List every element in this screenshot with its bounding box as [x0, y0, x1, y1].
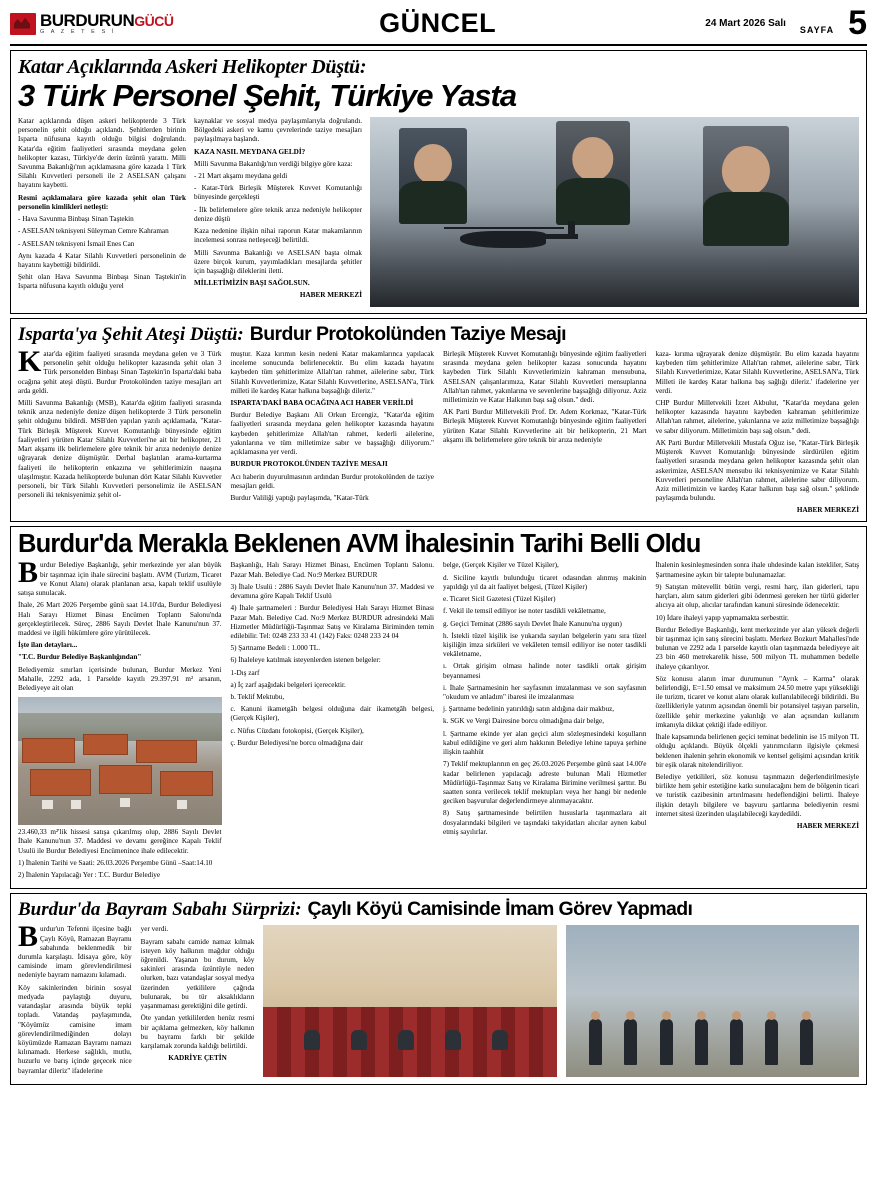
paragraph: j. Şartname bedelinin yatırıldığı satın aldığına dair makbuz,: [443, 705, 615, 714]
village-group-photo: [566, 925, 859, 1077]
paragraph: Milli Savunma Bakanlığı'nın verdiği bilgiye göre kaza:: [194, 159, 353, 168]
paragraph: 4) İhale şartnameleri : Burdur Belediyesi Halı Sarayı Hizmet Binası Pazar Mah. Belediye Cad. No:9 Merkez BURDUR adresindeki Mali Hizmetler Müdürlüğü-Taşınmaz Satış ve Kiralama Biriminden temin edilebilir. Tel: 0248 233 33 41 (142) Faks: 0248 233 24 04: [230, 604, 434, 640]
paragraph: İhale, 26 Mart 2026 Perşembe günü saat 14.10'da, Burdur Belediyesi Halı Sarayı Hizmet Binası Encümen Toplantı Salonu'nda gerçekleştirilecek. Süreç, 2886 Sayılı Devlet İhale Kanunu'nun 37. maddesi ve ilgili hükümlere göre yürütülecek.: [18, 601, 222, 637]
article3-column-1: [18, 556, 222, 883]
paragraph: ç. Burdur Belediyesi'ne borcu olmadığına dair: [230, 738, 364, 747]
paragraph: AK Parti Burdur Milletvekili Prof. Dr. Adem Korkmaz, "Katar-Türk Birleşik Müşterek Kuvvet Komutanlığı bünyesinde eğitim faaliyetleri yürüten Katar Silahlı Kuvvetlerine ait bir helikopterin, 21 Mart akşamı ilk belirlemelere göre teknik bir arıza nedeniyle: [443, 408, 647, 444]
portrait-3: [703, 126, 789, 246]
article2-column-3: [443, 350, 647, 516]
logo-text: [40, 12, 173, 36]
city-photo: [18, 697, 222, 825]
article-mosque: [10, 893, 867, 1085]
fuselage: [460, 231, 546, 248]
paragraph: i. İhale Şartnamesinin her sayfasının imzalanması ve son sayfasının "okudum ve anladım" ibaresi ile imzalanması: [443, 683, 647, 702]
paragraph: İhale kapsamında belirlenen geçici teminat bedelinin ise 15 milyon TL olduğu açıklandı. Büyük ölçekli yatırımcıların ilgisiyle çekmesi beklenen ihalenin şehrin ekonomik ve kentsel gelişimi açısından kritik bir eşik olarak nitelendiriliyor.: [655, 733, 859, 769]
paragraph: Milli Savunma Bakanlığı (MSB), Katar'da eğitim faaliyeti sırasında teknik arıza nedeniyle denize düşen helikopterde 3 Türk personelin şehit olduğunu bildirdi. MSB'den yapılan yazılı açıklamada, "Katar-Türk Birleşik Müşterek Kuvvet Komutanlığı bünyesinde eğitim faaliyetleri yürüten Katar Silahlı Kuvvetleri'ne ait bir helikopter, 21 Mart akşamı ilk belirlemelere göre teknik bir arıza nedeniyle denize uğrayarak denize düşmüştür. Derhal başlatılan arama-kurtarma faaliyeti ile helikopterin enkazına ve şehitlerimizin naaşına ulaşılmıştır. Kazada helikopterde bulunan dört Katar Silahlı Kuvvetler personeli, bir Türk Silahlı Kuvvetleri personelimiz ile ASELSAN personeli iki teknisyenimiz şehit ol-: [18, 399, 222, 500]
portrait-2: [556, 121, 630, 225]
logo-main: BURDURUN: [40, 10, 135, 30]
paragraph: 5) Şartname Bedeli : 1.000 TL.: [230, 644, 320, 653]
paragraph: h. İstekli tüzel kişilik ise yukarıda sayılan belgelerin yanı sıra tüzel kişiliğin imza sirküleri ve vekâleten temsil ediliyor ise noter tasdikli vekâletname,: [443, 631, 647, 659]
paragraph: Bayram sabahı camide namaz kılmak isteyen köy halkının mağdur olduğu öğrenildi. Yaşanan bu durum, köy sakinleri arasında üzüntüyle neden olurken, bazı vatandaşlar sosyal medya üzerinden yetkililere çağrıda bulunarak, bu tür aksaklıkların yaşanmaması gerektiğini dile getirdi.: [140, 937, 255, 1011]
paragraph: e. Ticaret Sicil Gazetesi (Tüzel Kişiler): [443, 595, 556, 604]
subheading: BURDUR PROTOKOLÜNDEN TAZİYE MESAJI: [230, 460, 388, 469]
paragraph: Katar'da eğitim faaliyeti sırasında meydana gelen ve 3 Türk personelin şehit olduğu helikopter kazasında şehit olan 3 Türk personelden Binbaşı Sinan Taştekin'in Isparta'daki baba ocağına şehit ateşi düştü. Burdur Protokolünden taziye mesajları art arda geldi.: [18, 344, 222, 395]
paragraph: kaza- kırıma uğrayarak denize düşmüştür. Bu elim kazada hayatını kaybeden tüm şehitlerimize Allah'tan rahmet, ailelerine sabır, Türk Silahlı Kuvvetlerimize, Katar Silahlı Kuvvetlerine, ASELSAN'a, Türk Milleti ile kardeş Katar halkına baş sağlığı dileriz.' ifadelerine yer verdi.: [655, 349, 859, 395]
paragraph: KAZA NASIL MEYDANA GELDİ?: [194, 147, 306, 156]
face: [414, 144, 452, 184]
article1-column-1: [18, 117, 186, 307]
article-avm-tender: [10, 526, 867, 890]
byline: HABER MERKEZİ: [796, 822, 859, 831]
article4-body: [18, 920, 859, 1079]
paragraph: 2) İhalenin Yapılacağı Yer : T.C. Burdur Belediye: [18, 871, 161, 880]
paragraph: Şehit olan Hava Savunma Binbaşı Sinan Taştekin'in Isparta nüfusuna kayıtlı olduğu yerel: [18, 273, 186, 291]
article3-column-3: [443, 561, 647, 883]
paragraph: Burdur'un Tefenni ilçesine bağlı Çaylı Köyü, Ramazan Bayramı sabahında beklenmedik bir durumla karşılaştı. İdisaya göre, köy camisinde imam görevlendirilmesi nedeniyle bayram namazını kılamadı.: [18, 920, 132, 980]
paragraph: Başkanlığı, Halı Sarayı Hizmet Binası, Encümen Toplantı Salonu. Pazar Mah. Belediye Cad. No:9 Merkez BURDUR: [230, 561, 434, 579]
paragraph: 3) İhale Usulü : 2886 Sayılı Devlet İhale Kanunu'nun 37. Maddesi ve devamına göre Kapalı Teklif Usulü: [230, 582, 434, 601]
paragraph: 23.460,33 m²'lik hissesi satışa çıkarılmış olup, 2886 Sayılı Devlet İhale Kanunu'nun 37. Maddesi ve devamı gereğince Kapalı Teklif Usulü ile Burdur Belediyesi Encümenince ihale edilecektir.: [18, 828, 222, 855]
article2-column-2: [231, 350, 435, 516]
logo-subtitle: G A Z E T E S İ: [40, 28, 117, 35]
paragraph: Belediye yetkilileri, söz konusu taşınmazın değerlendirilmesiyle birlikte hem şehir estetiğine katkı sunulacağını hem de bölgenin ticari ve turistik cazibesinin artırılmasını hedeflendiğini belirtti. İhaleye ilişkin detaylı bilgilere ve başvuru şartlarına belediyenin resmi internet sitesi üzerinden ulaşılabileceği kaydedildi.: [655, 773, 859, 818]
paragraph: 1) İhalenin Tarihi ve Saati: 26.03.2026 Perşembe Günü –Saat:14.10: [18, 858, 213, 867]
article1-kicker: Katar Açıklarında Askeri Helikopter Düştü:: [18, 56, 367, 78]
helicopter-silhouette: [448, 221, 578, 255]
paragraph: İşte ilan detayları...: [18, 641, 78, 650]
paragraph: d. Siciline kayıtlı bulunduğu ticaret odasından alınmış makinin yapıldığı yıl da ait faaliyet belgesi, (Tüzel Kişiler): [443, 573, 647, 591]
article-condolences: [10, 318, 867, 522]
article3-column-4: [656, 561, 860, 883]
subheading: ISPARTA'DAKİ BABA OCAĞINA ACI HABER VERİLDİ: [230, 399, 414, 408]
paragraph: 1-Dış zarf: [230, 668, 260, 677]
paragraph: Söz konusu alanın imar durumunun "Ayrık – Karma" olarak belirlendiği, E=1.50 emsal ve maksimum 24.50 metre yapı yüksekliği ile turizm, ticaret ve konut alanı olarak kullanılabileceği bildirildi. Bu özellikleriyle yatırım açısından önemli bir potansiyel taşıyan parselin, özellikle şehir merkezine yakınlığı ve alan açısından kullanım imkanıyla dikkat çektiği ifade ediliyor.: [655, 674, 859, 729]
masthead-right: [705, 3, 867, 42]
face: [572, 137, 613, 181]
mosque-interior-photo: [263, 925, 556, 1077]
rooftops: [18, 728, 222, 825]
paragraph: - Katar-Türk Birleşik Müşterek Kuvvet Komutanlığı bünyesinde gerçekleşti: [194, 184, 362, 202]
paragraph: - ASELSAN teknisyeni Süleyman Cemre Kahraman: [18, 227, 169, 236]
uniform: [399, 181, 467, 224]
section-title: GÜNCEL: [379, 8, 497, 38]
uniform: [703, 192, 789, 246]
article4-headline: Çaylı Köyü Camisinde İmam Görev Yapmadı: [307, 898, 693, 921]
article2-kicker: Isparta'ya Şehit Ateşi Düştü:: [18, 323, 244, 345]
paragraph: Kaza nedenine ilişkin nihai raporun Katar makamlarının incelemesi sonrası netleşeceği belirtildi.: [194, 227, 362, 245]
paragraph: kaynaklar ve sosyal medya paylaşımlarıyla doğrulandı. Bölgedeki askeri ve kamu çevrelerinde taziye mesajları paylaşılmaya başlandı.: [194, 116, 362, 144]
helicopter-photo: [370, 117, 859, 307]
paragraph: 7) Teklif mektuplarının en geç 26.03.2026 Perşembe günü saat 14.00'e kadar belirlenen yapılacağı adreste bulunan Mali Hizmetler Müdürlüğü-Taşınmaz Satış ve Kiralama Birimine verilmesi şarttır. Bu saatten sonra verilecek teklif mektupları veya her hangi bir nedenle geciken başvurular değerlendirmeye alınmayacaktır.: [443, 760, 647, 806]
paragraph: muştur. Kaza kırımın kesin nedeni Katar makamlarınca yapılacak inceleme sonucunda belirlenecektir. Bu elim kazada hayatını kaybeden tüm şehitlerimize Allah'tan rahmet, ailelerine sabır, Türk Silahlı Kuvvetlerimize, Katar Silahlı Kuvvetlerine, ASELSAN'a, Türk milleti ile kardeş Katar halkına başsağlığı dileriz.": [230, 349, 434, 395]
paragraph: c. Kanuni ikametgâh belgesi olduğuna dair ikametgâh belgesi, (Gerçek Kişiler),: [230, 705, 434, 723]
article1-headline: 3 Türk Personel Şehit, Türkiye Yasta: [18, 78, 517, 113]
article4-column-2: [141, 925, 255, 1079]
paragraph: İhalenin kesinleşmesinden sonra ihale uhdesinde kalan istekliler, Satış Şartnamesine aykırı bir talepte bulunamazlar.: [655, 561, 859, 579]
article-helicopter: [10, 50, 867, 314]
article2-headline: Burdur Protokolünden Taziye Mesajı: [249, 322, 566, 345]
paragraph: Burdur Valiliği yaptığı paylaşımda, "Katar-Türk: [230, 493, 369, 502]
paragraph: yer verdi.: [140, 925, 169, 934]
paragraph: Belediyemiz sınırları içerisinde bulunan, Burdur Merkez Yeni Mahalle, 2292 ada, 1 Parselde kayıtlı 29.397,91 m² arsanın, Belediyeye ait olan: [18, 665, 222, 693]
paragraph: 6) İhaleleye katılmak isteyenlerden istenen belgeler:: [230, 656, 381, 665]
paragraph: Katar açıklarında düşen askeri helikopterde 3 Türk personelin şehit olduğu açıklandı. Şehitlerden birinin Isparta nüfusuna kayıtlı olduğu bilgisi doğrulandı. Katar'da eğitim faaliyetleri sırasında meydana gelen helikopter kazası, Türkiye'de derin üzüntü yarattı. Milli Savunma Bakanlığı'nın açıklamasına göre kazada 1 Türk Silahlı Kuvvetleri personeli ile 2 ASELSAN çalışanı hayatını kaybetti.: [18, 116, 186, 190]
paragraph: a) İç zarf aşağıdaki belgeleri içerecektir.: [230, 680, 346, 689]
page-label: SAYFA: [799, 25, 835, 36]
paragraph: "T.C. Burdur Belediye Başkanlığından": [18, 653, 142, 662]
portrait-1: [399, 128, 467, 224]
article4-column-1: [18, 920, 132, 1079]
paragraph: Burdur Belediye Başkanlığı, kent merkezinde yer alan yüksek değerli bir taşınmaz için satış sürecini başlattı. Merkez Bozkurt Mahallesi'nde bulunan ve 2292 ada 1 parselde kayıtlı olan taşınmazda belediyeye ait 23 bin 460 metrekarelik hisse, 500 milyon TL muhammen bedelle ihaleye çıkarılıyor.: [655, 625, 859, 671]
tail-fin: [568, 221, 575, 239]
paragraph: - ASELSAN teknisyeni İsmail Enes Can: [18, 239, 135, 248]
paragraph: - İlk belirlemelere göre teknik arıza nedeniyle helikopter denize düştü: [194, 205, 362, 223]
face: [721, 146, 769, 196]
article2-body: [18, 344, 859, 516]
article3-headline: Burdur'da Merakla Beklenen AVM İhalesinin Tarihi Belli Oldu: [18, 529, 701, 558]
group-scene: [566, 925, 859, 1077]
paragraph: Öte yandan yetkililerden henüz resmi bir açıklama gelmezken, köy halkının bu bayramı farklı bir şekilde karşılamak zorunda kaldığı belirtildi.: [140, 1014, 255, 1050]
paragraph: 10) İdare ihaleyi yapıp yapmamakta serbesttir.: [655, 613, 789, 622]
paragraph: Resmi açıklamalara göre kazada şehit olan Türk personelin kimlikleri netleşti:: [18, 193, 186, 211]
paragraph: - Hava Savunma Binbaşı Sinan Taştekin: [18, 215, 134, 224]
paragraph: g. Geçici Teminat (2886 sayılı Devlet İhale Kanunu'na uygun): [443, 619, 622, 628]
paragraph: Burdur Belediye Başkanlığı, şehir merkezinde yer alan büyük bir taşınmaz için ihale sürecini başlattı. AVM (Turizm, Ticaret ve Konut Alanı) olarak planlanan arsa, kapalı teklif usulüyle satışa sunulacak.: [18, 556, 222, 598]
page-number: 5: [848, 3, 867, 42]
paragraph: l. Şartname ekinde yer alan geçici alım sözleşmesindeki koşulların kabul edildiğine ve geri alım hakkının Belediye lehine tapuya şerhine ilişkin taahhüt: [443, 729, 647, 757]
paragraph: Milli Savunma Bakanlığı ve ASELSAN başta olmak üzere birçok kurum, yayımladıkları mesajlarda şehitler için başsağlığı dileklerini iletti.: [194, 248, 362, 275]
paragraph: 9) Satıştan mütevellit bütün vergi, resmi harç, ilan giderleri, tapu harçları, alım satım giderleri gibi ödenmesi gereken her türlü giderler alıcıya ait olup, alıcılar tarafından kanuni süresinde ödenecektir.: [655, 582, 859, 610]
uniform: [556, 178, 630, 225]
logo-accent: GÜCÜ: [134, 12, 174, 29]
article4-headline-row: [18, 898, 859, 921]
paragraph: f. Vekil ile temsil ediliyor ise noter tasdikli vekâletname,: [443, 607, 606, 616]
byline: HABER MERKEZİ: [299, 291, 362, 300]
byline: KADRİYE ÇETİN: [168, 1054, 227, 1063]
article4-kicker: Burdur'da Bayram Sabahı Sürprizi:: [18, 899, 302, 921]
masthead: [10, 3, 867, 46]
paragraph: Köy sakinlerinden birinin sosyal medyada paylaştığı duyuru, vatandaşlar arasında büyük tepki topladı. Vatandaş paylaşımında, "Köyümüz camisine imam görevlendirilmediğinden dolayı köyümüzde Ramazan Bayramı namazı kılınamadı. Herkese sağlıklı, mutlu, huzurlu ve barış içinde geçecek nice bayramlar dileriz" ifadelerine: [18, 983, 132, 1075]
paragraph: Birleşik Müşterek Kuvvet Komutanlığı bünyesinde eğitim faaliyetleri sırasında meydana gelen helikopter kazası sonucunda hayatını kaybeden Türk Silahlı Kuvvetlerimizin kahraman mensubuna, ASELSAN çalışanlarımıza, Katar Silahlı Kuvvetleri mensuplarına Allah'tan rahmet, yakınlarına ve sevenlerine başsağlığı diliyoruz. Aziz milletimizin ve Katar Halkının başı sağ olsun." dedi.: [443, 349, 647, 405]
paragraph: MİLLETİMİZİN BAŞI SAĞOLSUN.: [194, 279, 310, 288]
issue-date: 24 Mart 2026 Salı: [705, 18, 786, 29]
paragraph: Aynı kazada 4 Katar Silahlı Kuvvetleri personelinin de hayatını kaybettiği bildirildi.: [18, 251, 186, 269]
article3-body: [18, 556, 859, 883]
logo-icon: [10, 13, 36, 35]
paragraph: k. SGK ve Vergi Dairesine borcu olmadığına dair belge,: [443, 717, 605, 726]
byline: HABER MERKEZİ: [796, 506, 859, 515]
paragraph: Acı haberin duyurulmasının ardından Burdur protokolünden de taziye mesajları geldi.: [230, 472, 434, 490]
article2-column-1: [18, 344, 222, 516]
paragraph: ı. Ortak girişim olması halinde noter tasdikli ortak girişim beyannamesi: [443, 662, 647, 680]
paragraph: c. Nüfus Cüzdanı fotokopisi, (Gerçek Kişiler),: [230, 726, 364, 735]
paragraph: Burdur Belediye Başkanı Ali Orkun Ercengiz, "Katar'da eğitim faaliyetleri sırasında meydana gelen helikopter kazasında hayatını kaybeden şehitlerimize Allah'tan rahmet, kederli ailelerine, yakınlarına ve tüm milletimize sabır ve başsağlığı diliyorum." açıklamasına yer verdi.: [230, 411, 434, 457]
article1-column-2: [194, 117, 362, 307]
article1-body: [18, 117, 859, 307]
article2-headline-row: [18, 323, 859, 346]
paragraph: - 21 Mart akşamı meydana geldi: [194, 172, 288, 181]
paragraph: AK Parti Burdur Milletvekili Mustafa Oğuz ise, "Katar-Türk Birleşik Müşterek Kuvvet Komutanlığı bünyesinde sürdürülen eğitim faaliyetleri sırasında meydana gelen helikopter kazasında şehit olan askerimize, ASELSAN mensubu iki teknisyenimize ve Katar Silahlı Kuvvetleri personeline Allah'tan rahmet, ailelerine sabır diliyorum. Aziz milletimizin ve kardeş Katar halkının başı sağ olsun." şeklinde paylaşımda bulundu.: [655, 438, 859, 503]
paragraph: 8) Satış şartnamesinde belirtilen hususlarla taşınmazlara ait dosyalarındaki bilgileri ve taşındaki takyidatları alıcılar aynen kabul etmiş sayılırlar.: [443, 809, 647, 836]
paragraph: b. Teklif Mektubu,: [230, 693, 285, 702]
paragraph: CHP Burdur Milletvekili İzzet Akbulut, "Katar'da meydana gelen helikopter kazasında hayatını kaybeden kahraman şehitlerimize Allah'tan rahmet, ailelerine, yakınlarına ve aziz milletimize başsağlığı ve sabır diliyorum. Milletimizin başı sağ olsun." dedi.: [655, 399, 859, 435]
paragraph: belge, (Gerçek Kişiler ve Tüzel Kişiler),: [443, 561, 559, 570]
article2-column-4: [656, 350, 860, 516]
rotor: [444, 227, 564, 229]
article3-column-2: [231, 561, 435, 883]
